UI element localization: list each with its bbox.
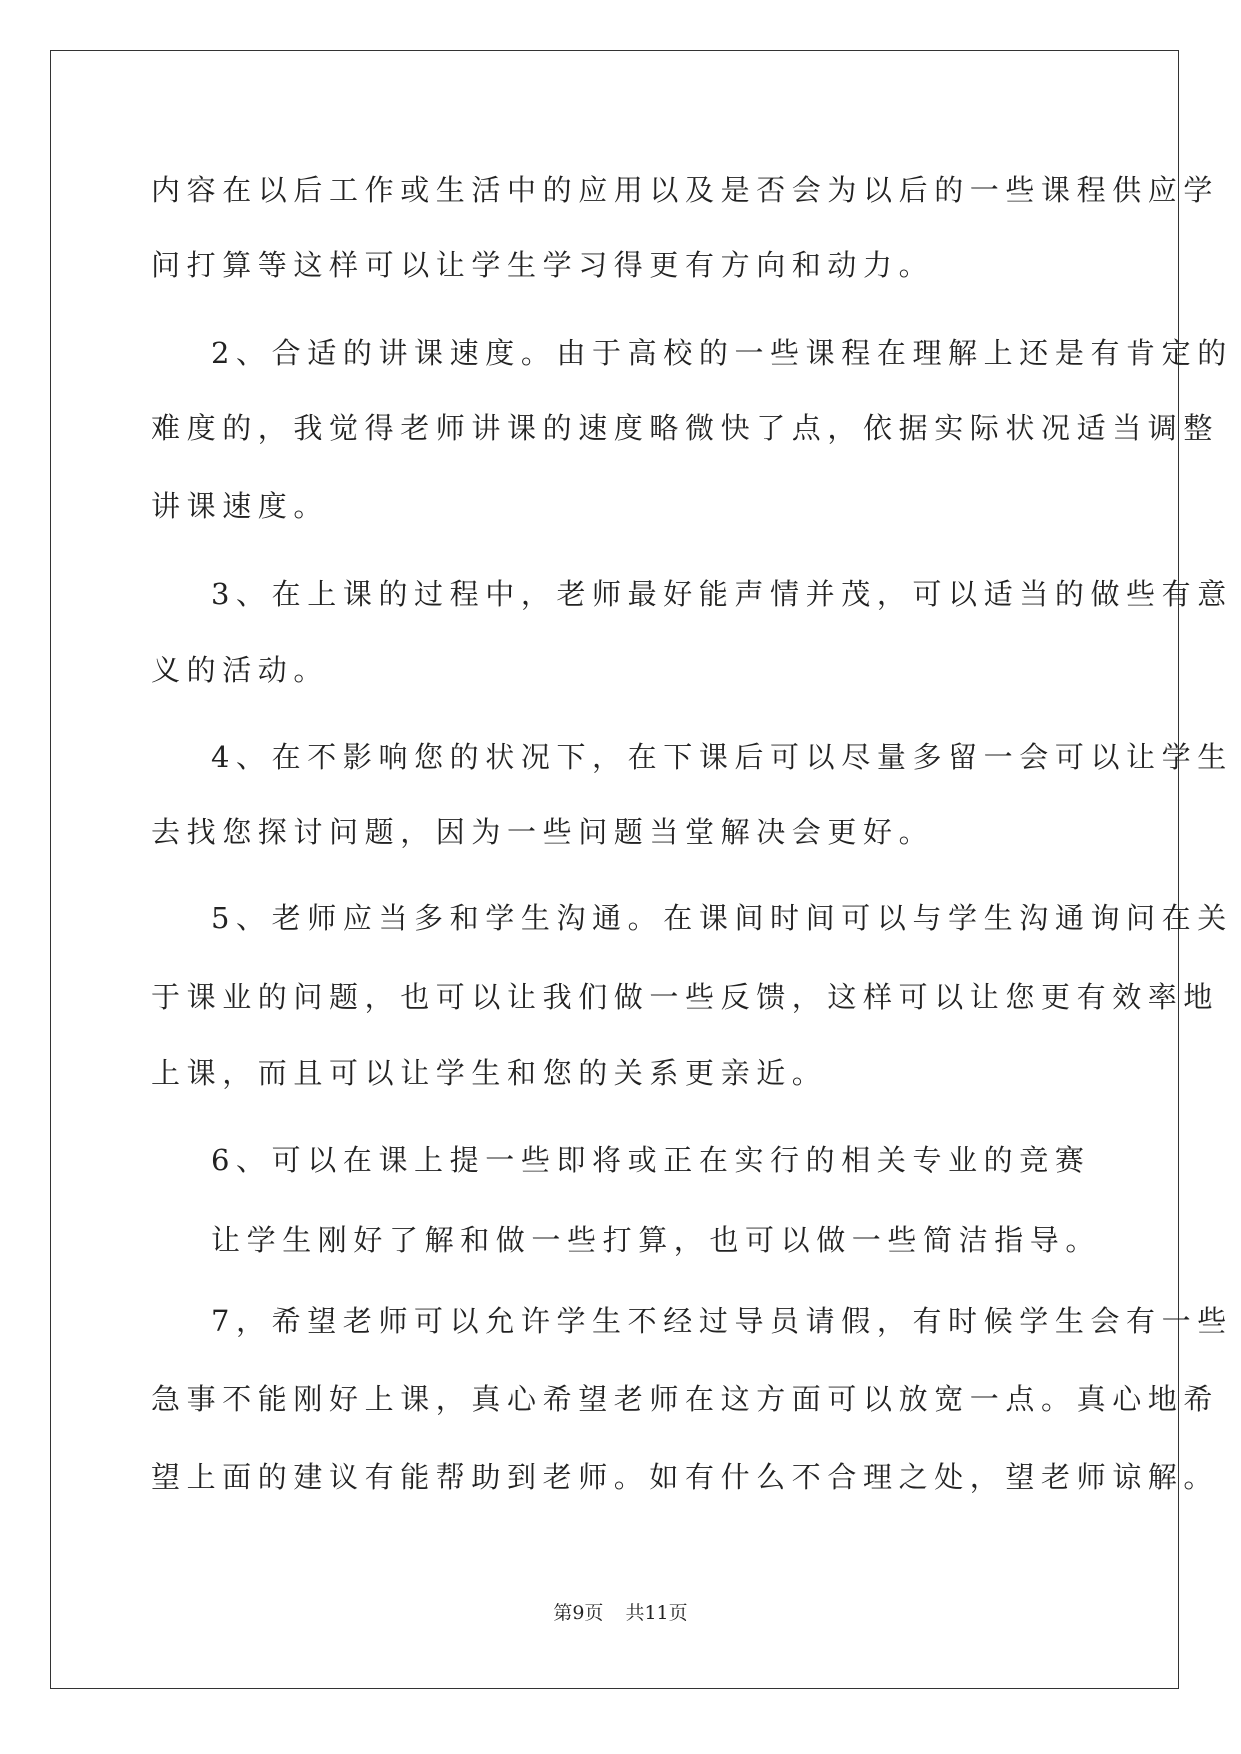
text-line: 难度的，我觉得老师讲课的速度略微快了点，依据实际状况适当调整: [151, 411, 1220, 445]
text-line: 2、合适的讲课速度。由于高校的一些课程在理解上还是有肯定的: [211, 336, 1233, 370]
text-line: 内容在以后工作或生活中的应用以及是否会为以后的一些课程供应学: [151, 173, 1220, 207]
text-line: 望上面的建议有能帮助到老师。如有什么不合理之处，望老师谅解。: [151, 1460, 1220, 1494]
page-total: 共11页: [625, 1602, 688, 1624]
text-line: 问打算等这样可以让学生学习得更有方向和动力。: [151, 248, 935, 282]
text-line: 急事不能刚好上课，真心希望老师在这方面可以放宽一点。真心地希: [151, 1382, 1220, 1416]
text-line: 3、在上课的过程中，老师最好能声情并茂，可以适当的做些有意: [211, 577, 1233, 611]
text-line: 4、在不影响您的状况下，在下课后可以尽量多留一会可以让学生: [211, 740, 1233, 774]
page-border: [50, 50, 1233, 1689]
text-line: 义的活动。: [151, 653, 330, 687]
page-number: 第9页: [553, 1602, 604, 1624]
text-line: 去找您探讨问题，因为一些问题当堂解决会更好。: [151, 815, 935, 849]
text-line: 于课业的问题，也可以让我们做一些反馈，这样可以让您更有效率地: [151, 980, 1220, 1014]
text-line: 6、可以在课上提一些即将或正在实行的相关专业的竞赛: [211, 1143, 1091, 1177]
page-footer: [0, 1598, 1241, 1625]
text-line: 上课，而且可以让学生和您的关系更亲近。: [151, 1056, 828, 1090]
text-line: 讲课速度。: [151, 489, 330, 523]
text-line: 5、老师应当多和学生沟通。在课间时间可以与学生沟通询问在关: [211, 901, 1233, 935]
text-line: 让学生刚好了解和做一些打算，也可以做一些简洁指导。: [211, 1223, 1102, 1257]
text-line: 7，希望老师可以允许学生不经过导员请假，有时候学生会有一些: [211, 1304, 1233, 1338]
